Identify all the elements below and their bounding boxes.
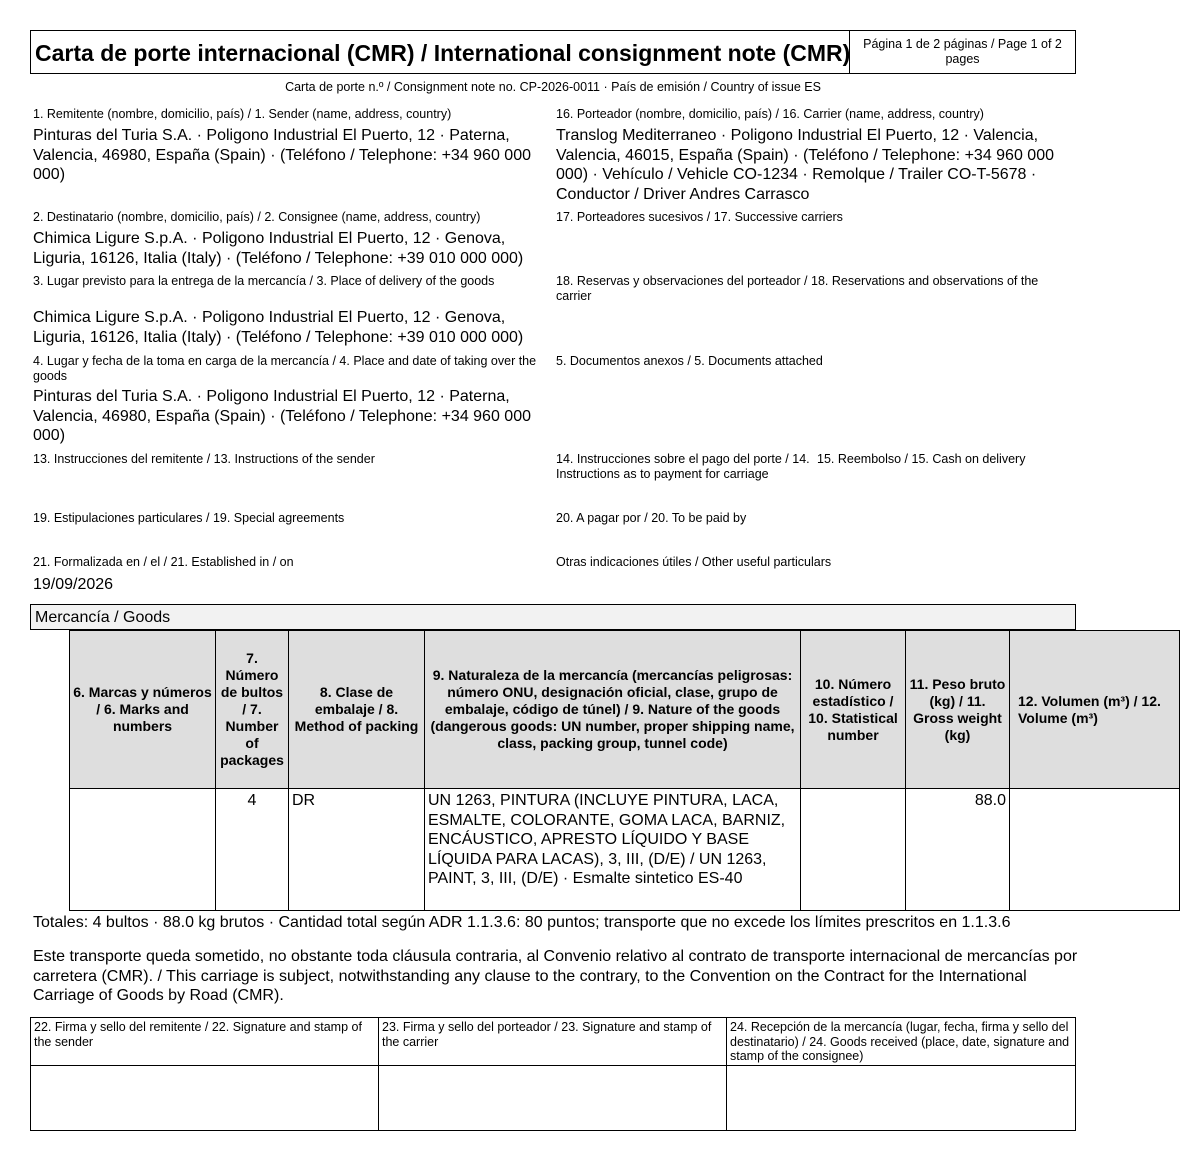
successive-carriers-label: 17. Porteadores sucesivos / 17. Successive carriers [556, 210, 843, 224]
carrier-value: Translog Mediterraneo · Poligono Industrial El Puerto, 12 · Valencia, Valencia, 46015, España (Spain) · (Teléfono / Telephone: +34 960 000 000) · Vehículo / Vehicle CO-1234 · Remolque / Trailer CO-T-5678 · Conductor / Driver Andres Carrasco [556, 127, 1054, 203]
consignment-number-line: Carta de porte n.º / Consignment note no. CP-2026-0011 · País de emisión / Country of issue ES [285, 80, 821, 94]
special-agreements-label: 19. Estipulaciones particulares / 19. Special agreements [33, 511, 345, 525]
other-particulars-label: Otras indicaciones útiles / Other useful particulars [556, 555, 832, 569]
carrier-signature-box [379, 1018, 727, 1130]
goods-totals: Totales: 4 bultos · 88.0 kg brutos · Cantidad total según ADR 1.1.3.6: 80 puntos; transporte que no excede los límites prescritos en 1.1.3.6 [33, 914, 1011, 931]
sender-value: Pinturas del Turia S.A. · Poligono Industrial El Puerto, 12 · Paterna, Valencia, 46980, España (Spain) · (Teléfono / Telephone: +34 960 000 000) [33, 127, 531, 183]
established-label: 21. Formalizada en / el / 21. Established in / on [33, 555, 294, 569]
column-header-packing: 8. Clase de embalaje / 8. Method of packing [289, 631, 425, 789]
consignee-signature-label: 24. Recepción de la mercancía (lugar, fecha, firma y sello del destinatario) / 24. Goods received (place, date, signature and stamp of the consignee) [727, 1018, 1075, 1066]
document-title: Carta de porte internacional (CMR) / International consignment note (CMR) [30, 30, 849, 74]
column-header-packages: 7. Número de bultos / 7. Number of packages [216, 631, 289, 789]
goods-table-container [69, 630, 1161, 912]
consignee-value: Chimica Ligure S.p.A. · Poligono Industrial El Puerto, 12 · Genova, Liguria, 16126, Italia (Italy) · (Teléfono / Telephone: +39 010 000 000) [33, 230, 524, 267]
delivery-place-label: 3. Lugar previsto para la entrega de la mercancía / 3. Place of delivery of the goods [33, 274, 495, 288]
goods-section-title: Mercancía / Goods [30, 604, 1076, 630]
sender-label: 1. Remitente (nombre, domicilio, país) / 1. Sender (name, address, country) [33, 107, 452, 121]
to-be-paid-by-label: 20. A pagar por / 20. To be paid by [556, 511, 747, 525]
cell-nature: UN 1263, PINTURA (INCLUYE PINTURA, LACA, ESMALTE, COLORANTE, GOMA LACA, BARNIZ, ENCÁUSTICO, APRESTO LÍQUIDO Y BASE LÍQUIDA PARA LACAS), 3, III, (D/E) / UN 1263, PAINT, 3, III, (D/E) · Esmalte sintetico ES-40 [425, 789, 801, 911]
cell-statistical [801, 789, 906, 911]
sender-signature-label: 22. Firma y sello del remitente / 22. Signature and stamp of the sender [31, 1018, 378, 1066]
convention-statement: Este transporte queda sometido, no obstante toda cláusula contraria, al Convenio relativo al contrato de transporte internacional de mercancías por carretera (CMR). / This carriage is subject, notwithstanding any clause to the contrary, to the Convention on the Contract for the International Carriage of Goods by Road (CMR). [33, 948, 1078, 1004]
documents-attached-label: 5. Documentos anexos / 5. Documents attached [556, 354, 823, 368]
cell-packing: DR [289, 789, 425, 911]
cell-packages: 4 [216, 789, 289, 911]
column-header-marks: 6. Marcas y números / 6. Marks and numbers [70, 631, 216, 789]
taking-over-value: Pinturas del Turia S.A. · Poligono Industrial El Puerto, 12 · Paterna, Valencia, 46980, España (Spain) · (Teléfono / Telephone: +34 960 000 000) [33, 388, 531, 444]
established-date: 19/09/2026 [33, 576, 114, 593]
column-header-volume: 12. Volumen (m³) / 12. Volume (m³) [1010, 631, 1180, 789]
table-row [70, 789, 1180, 911]
carrier-signature-label: 23. Firma y sello del porteador / 23. Signature and stamp of the carrier [379, 1018, 726, 1066]
goods-table [69, 630, 1180, 911]
signature-table [30, 1017, 1076, 1131]
column-header-nature: 9. Naturaleza de la mercancía (mercancías peligrosas: número ONU, designación oficial, clase, grupo de embalaje, código de túnel) / 9. Nature of the goods (dangerous goods: UN number, proper shipping name, class, packing group, tunnel code) [425, 631, 801, 789]
delivery-place-value: Chimica Ligure S.p.A. · Poligono Industrial El Puerto, 12 · Genova, Liguria, 16126, Italia (Italy) · (Teléfono / Telephone: +39 010 000 000) [33, 309, 524, 346]
column-header-weight: 11. Peso bruto (kg) / 11. Gross weight (kg) [906, 631, 1010, 789]
page-indicator: Página 1 de 2 páginas / Page 1 of 2 pages [849, 30, 1076, 74]
sender-signature-box [31, 1018, 379, 1130]
sender-instructions-label: 13. Instrucciones del remitente / 13. Instructions of the sender [33, 452, 375, 466]
cash-on-delivery-label: 15. Reembolso / 15. Cash on delivery [817, 452, 1026, 466]
cell-weight: 88.0 [906, 789, 1010, 911]
taking-over-label: 4. Lugar y fecha de la toma en carga de la mercancía / 4. Place and date of taking over the goods [33, 354, 537, 383]
consignee-signature-box [727, 1018, 1075, 1130]
carrier-label: 16. Porteador (nombre, domicilio, país) / 16. Carrier (name, address, country) [556, 107, 984, 121]
carrier-reservations-label: 18. Reservas y observaciones del porteador / 18. Reservations and observations of the carrier [556, 274, 1039, 303]
column-header-statistical: 10. Número estadístico / 10. Statistical number [801, 631, 906, 789]
cell-volume [1010, 789, 1180, 911]
payment-instructions-label: 14. Instrucciones sobre el pago del porte / 14. Instructions as to payment for carriage [556, 452, 810, 481]
cell-marks [70, 789, 216, 911]
consignee-label: 2. Destinatario (nombre, domicilio, país) / 2. Consignee (name, address, country) [33, 210, 481, 224]
